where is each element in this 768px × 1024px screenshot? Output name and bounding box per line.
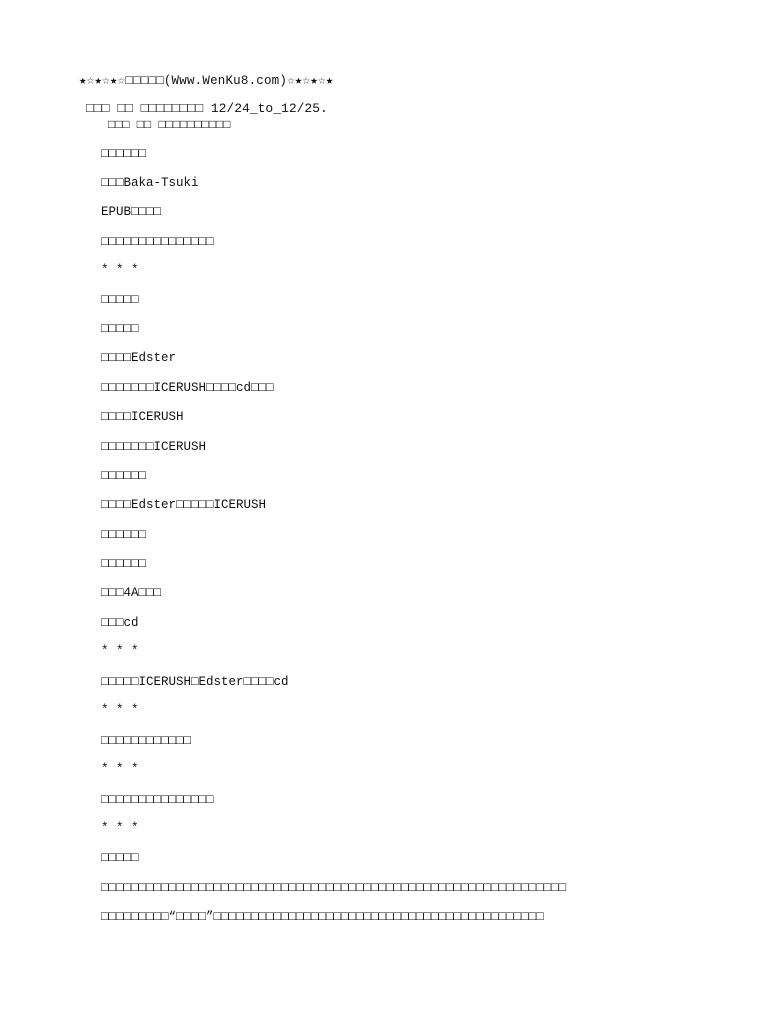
text-line: □□□□□: [101, 322, 139, 336]
section-separator: * * *: [101, 703, 139, 717]
text-line: □□□□Edster: [101, 351, 177, 365]
text-line: □□□□□□□□□□□□□□□: [101, 793, 214, 807]
paragraph-line: □□□□□□□□□“□□□□”□□□□□□□□□□□□□□□□□□□□□□□□□□□□□□□□□□□□□□□□□□□□: [101, 910, 544, 924]
text-line: EPUB□□□□: [101, 205, 162, 219]
text-line: □□□□□□: [101, 147, 147, 161]
paragraph-line: □□□□□□□□□□□□□□□□□□□□□□□□□□□□□□□□□□□□□□□□□□□□□□□□□□□□□□□□□□□□□□: [101, 881, 567, 895]
section-separator: * * *: [101, 821, 139, 835]
text-line: □□□□□: [101, 851, 139, 865]
text-line: □□□□□: [101, 293, 139, 307]
text-line: □□□□□□: [101, 469, 147, 483]
text-line: □□□□□□□□□□□□□□□: [101, 235, 214, 249]
text-line: □□□cd: [101, 616, 139, 630]
text-line: □□□□□□□ICERUSH□□□□cd□□□: [101, 381, 274, 395]
text-line: □□□□□ICERUSH□Edster□□□□cd: [101, 675, 289, 689]
document-subtitle: □□□ □□ □□□□□□□□□□: [108, 118, 231, 132]
text-line: □□□Baka-Tsuki: [101, 176, 199, 190]
document-title: □□□ □□ □□□□□□□□ 12/24_to_12/25.: [86, 101, 328, 116]
site-header: ★☆★☆★☆□□□□□(Www.WenKu8.com)☆★☆★☆★: [79, 74, 334, 88]
text-line: □□□□ICERUSH: [101, 410, 184, 424]
text-line: □□□□□□□□□□□□: [101, 734, 192, 748]
section-separator: * * *: [101, 762, 139, 776]
text-line: □□□□□□: [101, 557, 147, 571]
text-line: □□□4A□□□: [101, 586, 162, 600]
text-line: □□□□Edster□□□□□ICERUSH: [101, 498, 267, 512]
text-line: □□□□□□□ICERUSH: [101, 440, 207, 454]
section-separator: * * *: [101, 644, 139, 658]
section-separator: * * *: [101, 263, 139, 277]
text-line: □□□□□□: [101, 528, 147, 542]
